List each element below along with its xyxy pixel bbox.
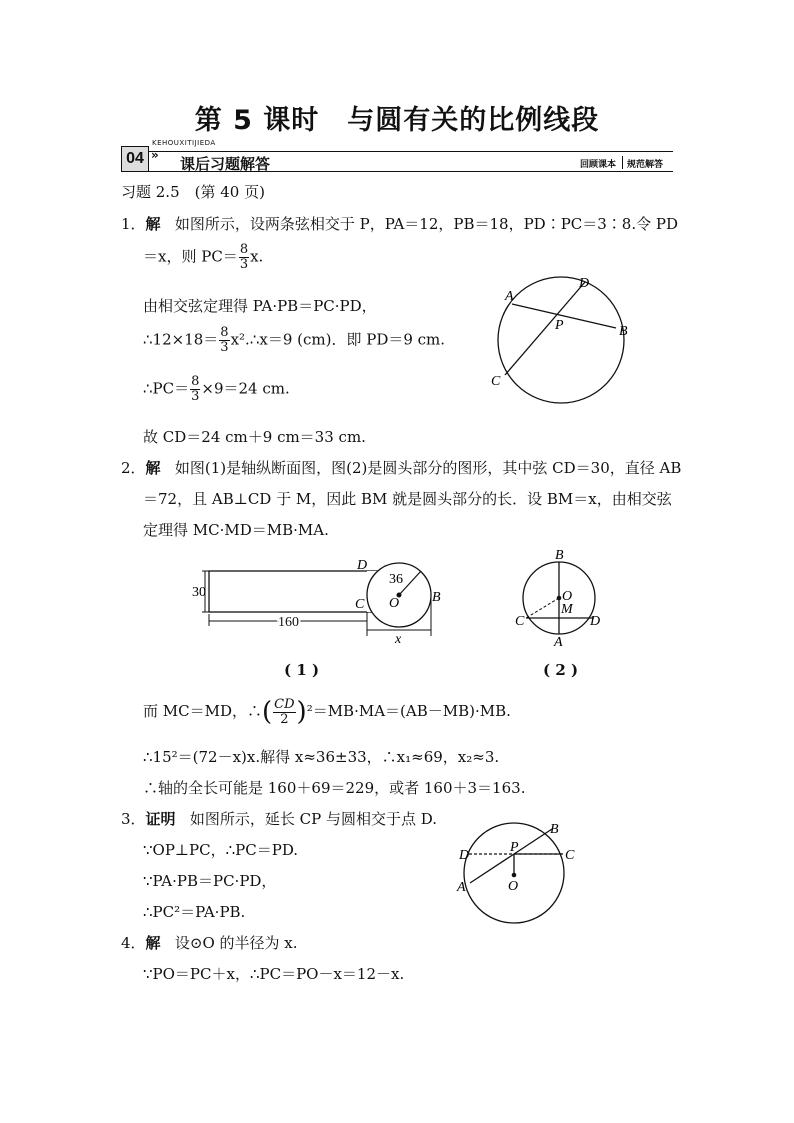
label-b: B [555,548,564,563]
banner-heading: 课后习题解答 [180,155,271,173]
text: ²＝MB·MA＝(AB－MB)·MB. [306,702,511,720]
radius-oc [526,598,559,618]
problem-1-line-6: 故 CD＝24 cm＋9 cm＝33 cm. [143,428,366,446]
section-number: 04 [121,146,149,172]
label-c: C [491,374,501,389]
fraction [239,243,249,272]
chord-ab [512,304,616,328]
label-c: C [515,614,525,629]
problem-4 [121,932,298,953]
frac-num: 8 [220,325,229,340]
frac-den: 3 [239,257,249,272]
problem-2-label: 解 [145,459,161,477]
figure-2-caption: ( 2 ) [543,661,579,679]
problem-1-line-5 [143,375,290,404]
label-o: O [389,596,400,611]
banner-arrow: » [151,148,159,162]
banner-pinyin: KEHOUXITIJIEDA [152,139,216,147]
problem-2-line-5: ∴15²＝(72－x)x.解得 x≈36±33，∴x₁≈69，x₂≈3. [143,748,500,766]
label-x: x [395,632,402,647]
problem-3-number: 3． [121,810,146,828]
problem-3-line-4: ∴PC²＝PA·PB. [143,903,246,921]
problem-4-number: 4． [121,934,146,952]
problem-3-line-2: ∵OP⊥PC，∴PC＝PD. [143,841,299,859]
banner-tag-divider [622,156,623,169]
problem-1-line-1: 如图所示，设两条弦相交于 P，PA＝12，PB＝18，PD∶PC＝3∶8.令 PD [174,215,679,233]
banner-rule [148,171,673,172]
problem-4-line-2: ∵PO＝PC＋x，∴PC＝PO－x＝12－x. [143,965,405,983]
circle [498,277,624,403]
label-d: D [459,848,470,863]
label-b: B [550,822,559,837]
figure-head-circle [510,545,610,650]
problem-1-label: 解 [145,215,161,233]
problem-3-line-3: ∵PA·PB＝PC·PD， [143,872,277,890]
figure-intersecting-chords [485,272,645,417]
label-a: A [505,289,514,304]
frac-num: 8 [239,242,249,257]
text: ∴PC＝ [143,379,190,398]
frac-den: 3 [191,389,200,404]
fraction [273,698,295,727]
figure-1-caption: ( 1 ) [284,661,320,679]
problem-2 [121,457,681,478]
problem-2-number: 2． [121,459,146,477]
problem-2-line-2: ＝72，且 AB⊥CD 于 M，因此 BM 就是圆头部分的长．设 BM＝x，由相交弦 [143,490,672,508]
problem-4-line-1: 设⊙O 的半径为 x. [174,934,298,952]
chord-ab [470,829,552,883]
problem-2-line-1: 如图(1)是轴纵断面图，图(2)是圆头部分的图形，其中弦 CD＝30，直径 AB [174,459,682,477]
problem-3 [121,808,437,829]
label-p: P [510,840,519,855]
frac-num: 8 [191,374,200,389]
problem-4-label: 解 [145,934,161,952]
text: x².∴x＝9 (cm)．即 PD＝9 cm. [230,330,446,349]
label-p: P [555,318,564,333]
frac-num: CD [274,696,295,712]
paren-right: ) [296,697,307,727]
text: ＝x，则 PC＝ [143,247,238,266]
figure-tangent-proof [450,815,590,930]
text: x. [250,247,264,266]
label-c: C [565,848,575,863]
problem-2-line-3: 定理得 MC·MD＝MB·MA. [143,521,329,539]
label-c: C [355,597,365,612]
label-36: 36 [389,572,403,587]
frac-den: 3 [220,340,229,355]
label-a: A [457,880,466,895]
label-160: 160 [278,615,299,630]
figure-axle-section [185,550,445,650]
label-d: D [590,614,601,629]
problem-3-label: 证明 [145,810,176,828]
label-m: M [561,602,573,617]
fraction [190,375,200,404]
center-o [557,596,562,601]
label-d: D [357,558,368,573]
page-title: 第 5 课时 与圆有关的比例线段 [194,105,600,136]
paren-left: ( [262,697,273,727]
banner-rule-thin [148,151,673,152]
label-b: B [432,590,441,605]
frac-den: 2 [280,711,289,727]
problem-1 [121,213,678,234]
problem-1-line-4 [143,326,445,355]
text: ×9＝24 cm. [201,379,290,398]
chord-cd [505,282,585,375]
label-o: O [508,879,519,894]
problem-3-line-1: 如图所示，延长 CP 与圆相交于点 D. [189,810,438,828]
problem-1-line-3: 由相交弦定理得 PA·PB＝PC·PD， [143,297,377,315]
problem-1-number: 1． [121,215,146,233]
exercise-heading: 习题 2.5 (第 40 页) [121,183,265,201]
text: 而 MC＝MD，∴ [143,702,262,720]
label-30: 30 [192,585,206,600]
label-a: A [554,635,563,650]
problem-2-line-6: ∴轴的全长可能是 160＋69＝229，或者 160＋3＝163. [143,779,526,797]
text: ∴12×18＝ [143,330,219,349]
label-d: D [579,276,590,291]
label-b: B [619,324,628,339]
banner-tag-review: 回顾课本 [580,160,617,170]
problem-2-line-4 [143,697,511,727]
problem-1-line-2 [143,243,263,272]
label-o: O [562,589,573,604]
fraction [219,326,229,355]
center-o [512,873,517,878]
banner-tag-solution: 规范解答 [627,160,664,170]
